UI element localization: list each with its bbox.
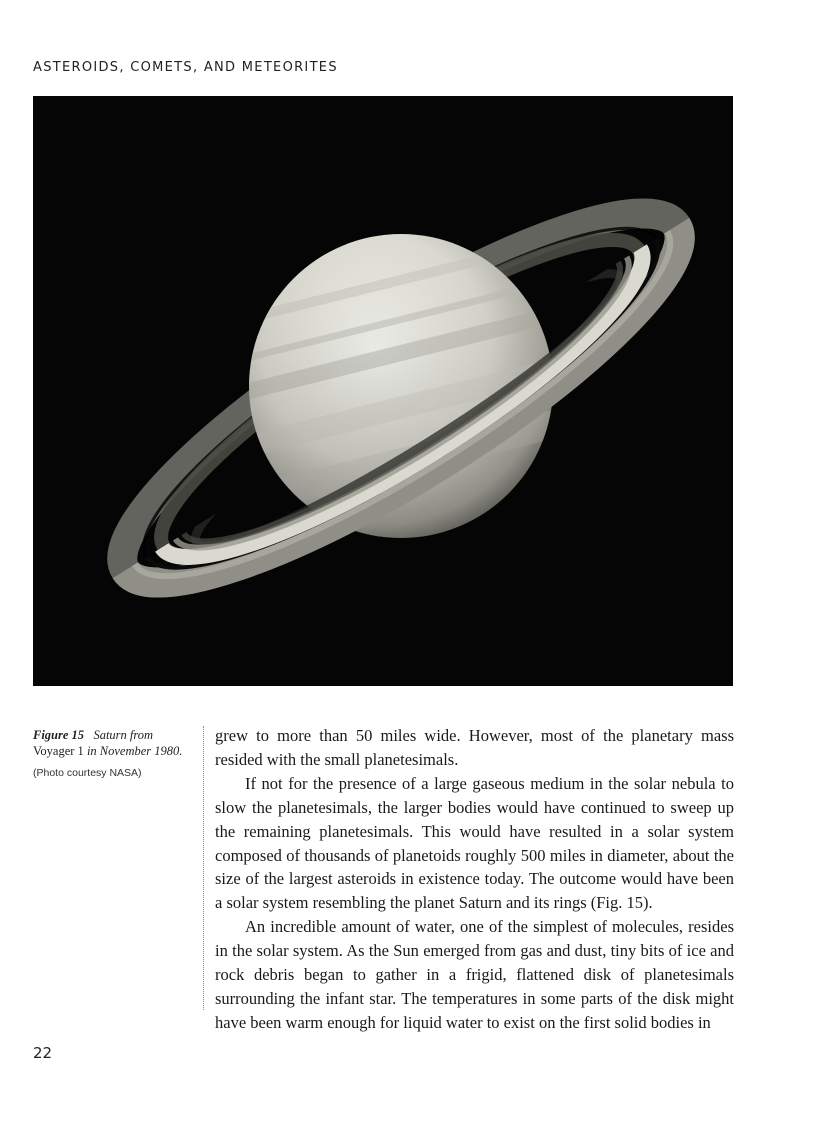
caption-divider bbox=[203, 726, 204, 1010]
body-paragraph: An incredible amount of water, one of the simplest of molecules, resides in the solar system. As the Sun emerged from gas and dust, tiny bits of ice and rock debris began to gather in a frigid, flattened disk of planetesimals surrounding the infant star. The temperatures in some parts of the disk might have been warm enough for liquid water to exist on the first solid bodies in bbox=[215, 917, 734, 1032]
body-paragraph: If not for the presence of a large gaseous medium in the solar nebula to slow the planetesimals, the larger bodies would have continued to sweep up the remaining planetesimals. This would have resulted in a solar system composed of thousands of planetoids roughly 500 miles in diameter, about the size of the largest asteroids in existence today. The outcome would have been a solar system resembling the planet Saturn and its rings (Fig. 15). bbox=[215, 773, 734, 913]
caption-spacecraft: Voyager 1 bbox=[33, 743, 84, 758]
page-number: 22 bbox=[33, 1044, 53, 1062]
figure-number: Figure 15 bbox=[33, 728, 85, 742]
body-text bbox=[215, 724, 734, 1035]
figure-caption bbox=[33, 728, 195, 782]
body-paragraph: grew to more than 50 miles wide. However, most of the planetary mass resided with the small planetesimals. bbox=[215, 726, 734, 769]
saturn-photo bbox=[33, 96, 733, 686]
caption-text-italic-2: in November 1980. bbox=[86, 743, 183, 758]
caption-text-italic: Saturn from bbox=[93, 728, 154, 742]
running-head: ASTEROIDS, COMETS, AND METEORITES bbox=[33, 60, 338, 75]
photo-credit: (Photo courtesy NASA) bbox=[33, 767, 142, 779]
saturn-image bbox=[33, 96, 733, 686]
